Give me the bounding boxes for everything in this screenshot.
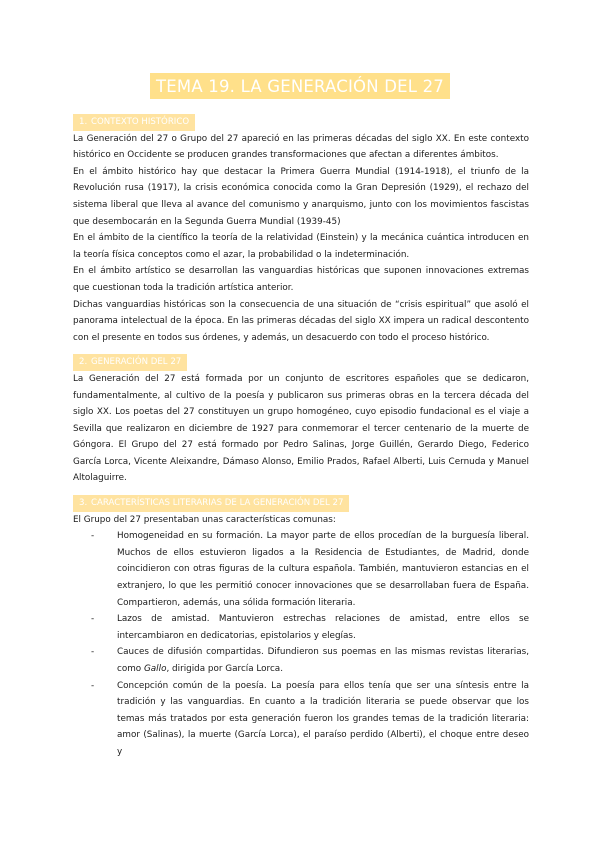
paragraph: Dichas vanguardias históricas son la consecuencia de una situación de “crisis espiritual” que asoló el panorama intelectual de la época. En las primeras décadas del siglo XX impera un radical descontento con el presente en todos sus órdenes, y además, un desacuerdo con todo el proceso histórico. (73, 299, 529, 343)
page-title: TEMA 19. LA GENERACIÓN DEL 27 (150, 73, 450, 99)
section-heading (73, 114, 195, 131)
paragraph: La Generación del 27 o Grupo del 27 apareció en las primeras décadas del siglo XX. En este contexto histórico en Occidente se producen grandes transformaciones que afectan a diferentes ámbitos. (73, 133, 529, 161)
characteristics-list (73, 528, 529, 760)
section-heading-text: CARACTERÍSTICAS LITERARIAS DE LA GENERACIÓN DEL 27 (91, 498, 344, 509)
list-item-text: Cauces de difusión compartidas. Difundieron sus poemas en las mismas revistas literarias, como (117, 647, 529, 674)
magazine-title: Gallo (143, 664, 167, 674)
spacer (73, 346, 529, 354)
section-caracteristicas (73, 495, 529, 761)
section-heading (73, 354, 187, 371)
section-number: 1. (79, 117, 88, 127)
paragraph: En el ámbito artístico se desarrollan las vanguardias históricas que suponen innovaciones extremas que cuestionan toda la tradición artística anterior. (73, 266, 529, 293)
document-body (73, 114, 529, 761)
paragraph: La Generación del 27 está formada por un conjunto de escritores españoles que se dedicaron, fundamentalmente, al cultivo de la poesía y publicaron sus primeras obras en la tercera década del siglo XX. Los poetas del 27 constituyen un grupo homogéneo, cuyo episodio fundacional es el viaje a Sevilla que realizaron en diciembre de 1927 para conmemorar el tercer centenario de la muerte de Góngora. El Grupo del 27 está formado por Pedro Salinas, Jorge Guillén, Gerardo Diego, Federico García Lorca, Vicente Aleixandre, Dámaso Alonso, Emilio Prados, Rafael Alberti, Luis Cernuda y Manuel Altolaguirre. (73, 373, 529, 484)
paragraph: En el ámbito de la científico la teoría de la relatividad (Einstein) y la mecánica cuántica introducen en la teoría física conceptos como el azar, la probabilidad o la indeterminación. (73, 233, 529, 260)
spacer (73, 487, 529, 495)
paragraph: En el ámbito histórico hay que destacar la Primera Guerra Mundial (1914-1918), el triunfo de la Revolución rusa (1917), la crisis económica conocida como la Gran Depresión (1929), el rechazo del sistema liberal que lleva al avance del comunismo y anarquismo, junto con los movimientos fascistas que desembocarán en la Segunda Guerra Mundial (1939-45) (73, 166, 529, 227)
list-item (73, 644, 529, 677)
list-item: - Concepción común de la poesía. La poesía para ellos tenía que ser una síntesis entre la tradición y las vanguardias. En cuanto a la tradición literaria se puede observar que los temas más tratados por esta generación fueron los grandes temas de la tradición literaria: amor (Salinas), la muerte (García Lorca), el paraíso perdido (Alberti), el choque entre deseo y (73, 678, 529, 761)
section-number: 2. (79, 357, 88, 368)
section-number: 3. (79, 498, 88, 509)
title-wrap (0, 73, 600, 99)
section-heading (73, 495, 349, 512)
list-item: - Homogeneidad en su formación. La mayor parte de ellos procedían de la burguesía liberal. Muchos de ellos estuvieron ligados a la Residencia de Estudiantes, de Madrid, donde coincidieron con otras figuras de la cultura española. También, mantuvieron estancias en el extranjero, lo que les permitió conocer innovaciones que se desarrollaban fuera de España. Compartieron, además, una sólida formación literaria. (73, 528, 529, 611)
section-heading-text: GENERACIÓN DEL 27 (91, 357, 182, 368)
paragraph: El Grupo del 27 presentaban unas características comunas: (73, 514, 336, 525)
list-item: - Lazos de amistad. Mantuvieron estrechas relaciones de amistad, entre ellos se intercambiaron en dedicatorias, epistolarios y elegías. (73, 611, 529, 644)
section-contexto (73, 114, 529, 346)
list-item-text: , dirigida por García Lorca. (166, 664, 283, 674)
section-generacion (73, 354, 529, 487)
section-heading-text: CONTEXTO HISTÓRICO (91, 117, 190, 127)
